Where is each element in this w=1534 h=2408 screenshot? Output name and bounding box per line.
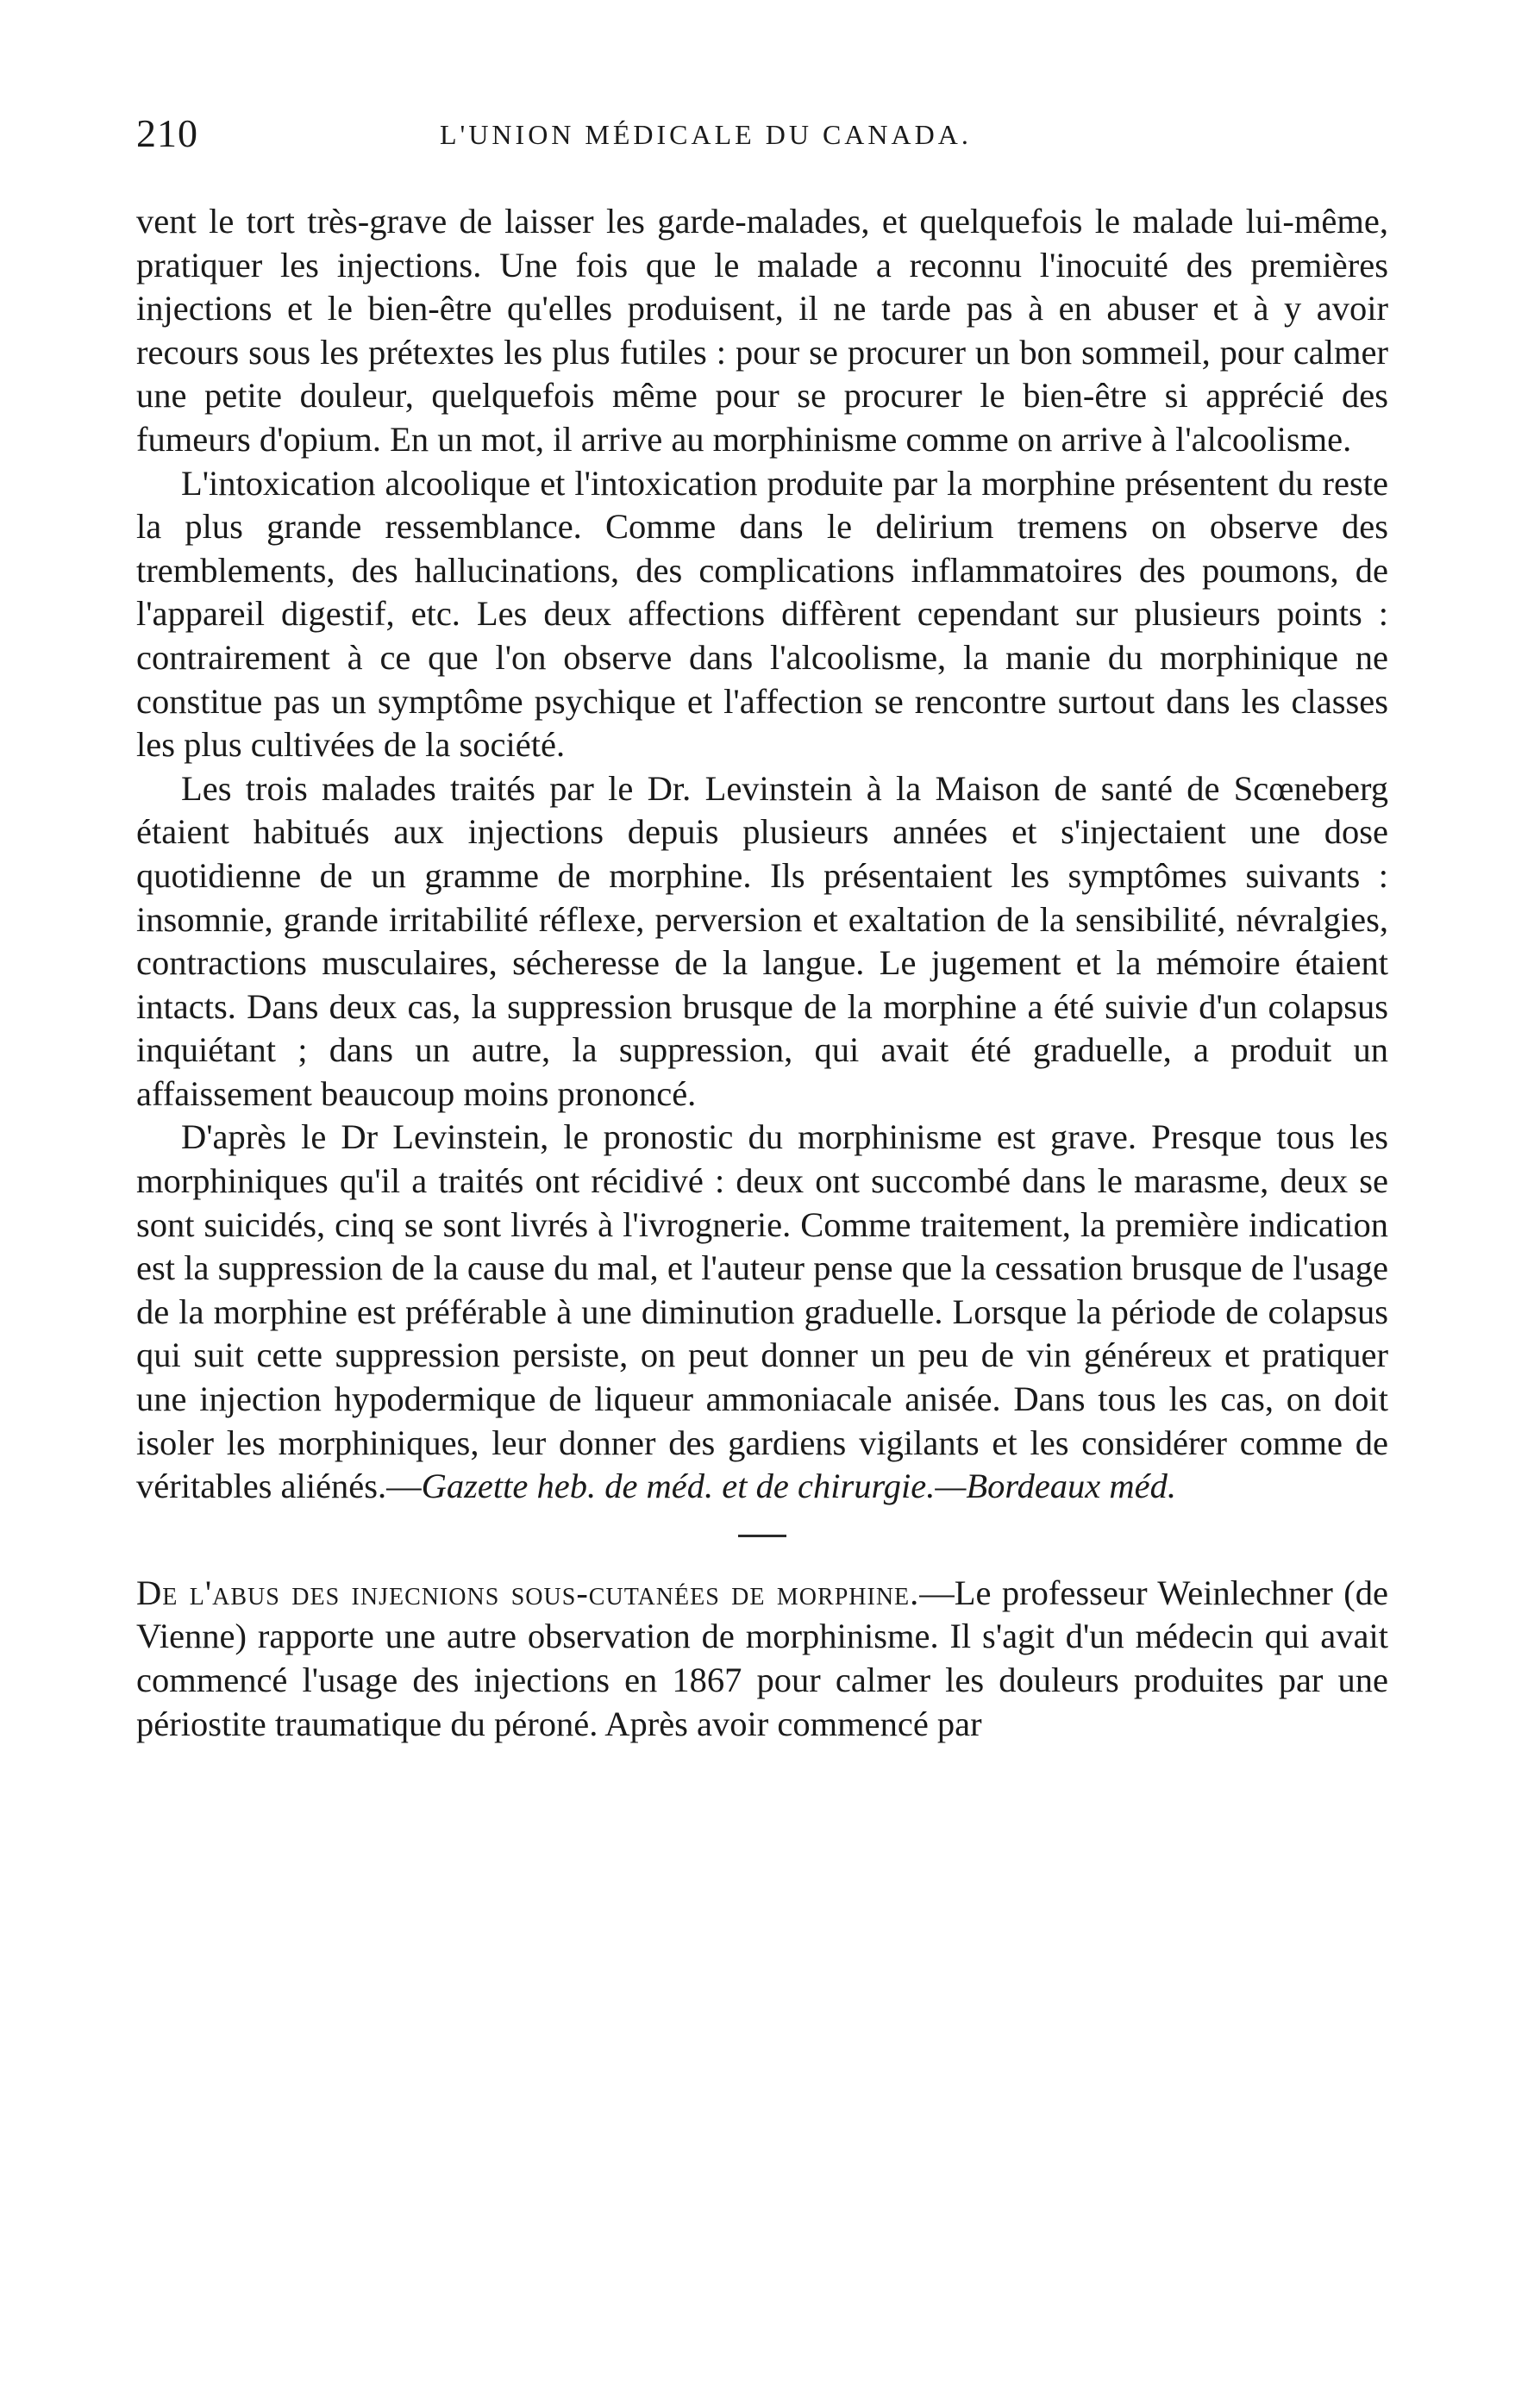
- page-number: 210: [136, 111, 198, 155]
- paragraph-text: vent le tort très-grave de laisser les garde-malades, et quelquefois le malade lui-même, pratiquer les injections. Une fois que le malade a reconnu l'inocuité des premières injections et le bien-être qu'elles produisent, il ne tarde pas à en abuser et à y avoir recours sous les prétextes les plus futiles : pour se procurer un bon sommeil, pour calmer une petite douleur, quelquefois même pour se procurer le bien-être si apprécié des fumeurs d'opium. En un mot, il arrive au morphinisme comme on arrive à l'alcoolisme.: [136, 202, 1388, 459]
- paragraph-levinstein-patients: [136, 767, 1388, 1116]
- section-heading: De l'abus des injecnions sous-cutanées de morphine.: [136, 1573, 920, 1612]
- source-citation: Gazette heb. de méd. et de chirurgie.—Bordeaux méd.: [421, 1467, 1177, 1506]
- paragraph-prognosis: [136, 1116, 1388, 1508]
- paragraph-text: D'après le Dr Levinstein, le pronostic du morphinisme est grave. Presque tous les morphiniques qu'il a traités ont récidivé : deux ont succombé dans le marasme, deux se sont suicidés, cinq se sont livrés à l'ivrognerie. Comme traitement, la première indication est la suppression de la cause du mal, et l'auteur pense que la cessation brusque de l'usage de la morphine est préférable à une diminution graduelle. Lorsque la période de colapsus qui suit cette suppression persiste, on peut donner un peu de vin généreux et pratiquer une injection hypodermique de liqueur ammoniacale anisée. Dans tous les cas, on doit isoler les morphiniques, leur donner des gardiens vigilants et les considérer comme de véritables aliénés.—: [136, 1117, 1388, 1506]
- paragraph-continuation: [136, 200, 1388, 462]
- running-title: L'UNION MÉDICALE DU CANADA.: [440, 119, 972, 150]
- section-paragraph: [136, 1572, 1388, 1746]
- paragraph-text: L'intoxication alcoolique et l'intoxication produite par la morphine présentent du reste la plus grande ressemblance. Comme dans le delirium tremens on observe des tremblements, des hallucinations, des complications inflammatoires des poumons, de l'appareil digestif, etc. Les deux affections diffèrent cependant sur plusieurs points : contrairement à ce que l'on observe dans l'alcoolisme, la manie du morphinique ne constitue pas un symptôme psychique et l'affection se rencontre surtout dans les classes les plus cultivées de la société.: [136, 463, 1388, 765]
- paragraph-alcoholism-comparison: [136, 462, 1388, 767]
- journal-page: [136, 110, 1388, 1746]
- paragraph-text: Les trois malades traités par le Dr. Levinstein à la Maison de santé de Scœneberg étaient habitués aux injections depuis plusieurs années et s'injectaient une dose quotidienne de un gramme de morphine. Ils présentaient les symptômes suivants : insomnie, grande irritabilité réflexe, perversion et exaltation de la sensibilité, névralgies, contractions musculaires, sécheresse de la langue. Le jugement et la mémoire étaient intacts. Dans deux cas, la suppression brusque de la morphine a été suivie d'un colapsus inquiétant ; dans un autre, la suppression, qui avait été graduelle, a produit un affaissement beaucoup moins prononcé.: [136, 768, 1388, 1113]
- article-body: [136, 200, 1388, 1746]
- section-text: —Le professeur Weinlechner (de Vienne) rapporte une autre observation de morphinisme. Il s'agit d'un médecin qui avait commencé l'usage des injections en 1867 pour calmer les douleurs produites par une périostite traumatique du péroné. Après avoir commencé par: [136, 1573, 1388, 1743]
- section-separator: [738, 1535, 786, 1537]
- page-header: [136, 110, 1388, 162]
